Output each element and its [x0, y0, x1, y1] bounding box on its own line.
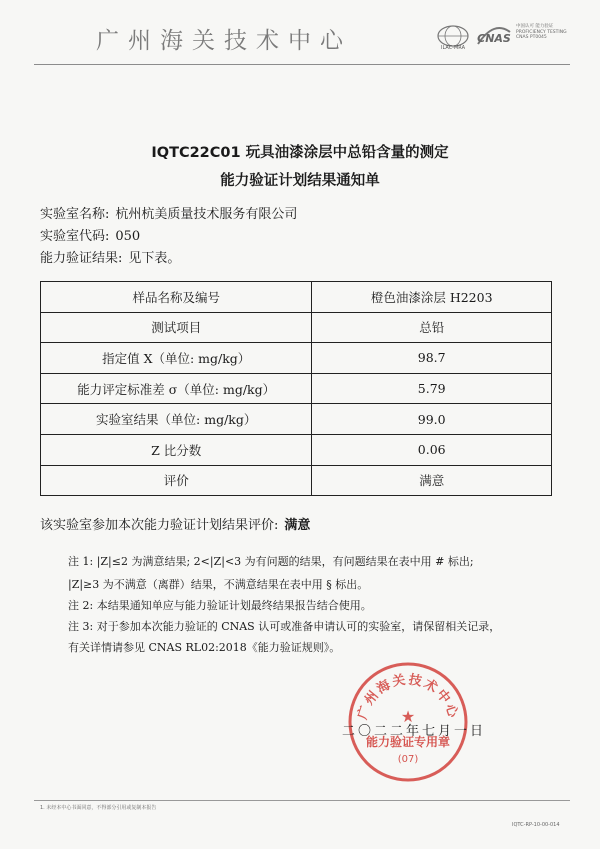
table-row	[41, 312, 552, 343]
row-label: 指定值 X（单位: mg/kg）	[41, 343, 312, 374]
pt-result-label: 能力验证结果:	[40, 251, 123, 266]
overall-evaluation-label: 该实验室参加本次能力验证计划结果评价:	[40, 518, 279, 533]
svg-text:广州海关技术中心: 广州海关技术中心	[355, 672, 461, 722]
footer-divider	[34, 800, 570, 801]
doc-title-line1: IQTC22C01 玩具油漆涂层中总铅含量的测定	[151, 145, 449, 161]
row-label: 评价	[41, 465, 312, 496]
overall-evaluation	[40, 514, 310, 533]
cnas-logo	[474, 22, 514, 50]
row-label: Z 比分数	[41, 434, 312, 465]
note-3b: 有关详情请参见 CNAS RL02:2018《能力验证规则》。	[68, 641, 341, 654]
row-value: 0.06	[312, 434, 552, 465]
note-1a: 注 1: |Z|≤2 为满意结果; 2<|Z|<3 为有问题的结果，有问题结果在表中用 # 标出;	[68, 555, 474, 568]
row-label: 实验室结果（单位: mg/kg）	[41, 404, 312, 435]
pt-result-value: 见下表。	[128, 251, 181, 266]
lab-code-row	[40, 225, 140, 244]
header-divider	[34, 64, 570, 65]
lab-name-row	[40, 203, 297, 222]
note-2: 注 2: 本结果通知单应与能力验证计划最终结果报告结合使用。	[68, 599, 372, 612]
table-row	[41, 465, 552, 496]
ilac-mra-logo	[436, 24, 470, 50]
row-value: 总铅	[312, 312, 552, 343]
row-value: 98.7	[312, 343, 552, 374]
issue-date: 二〇二二年七月一日	[342, 724, 487, 739]
footer-note: 1. 未经本中心书面同意，不得部分引用或复制本报告	[40, 805, 157, 811]
org-name: 广州海关技术中心	[96, 28, 352, 54]
lab-name-label: 实验室名称:	[40, 207, 110, 222]
lab-code-value: 050	[115, 229, 141, 244]
table-row	[41, 343, 552, 374]
svg-text:ILAC-MRA: ILAC-MRA	[440, 45, 466, 50]
table-row	[41, 404, 552, 435]
note-1b: |Z|≥3 为不满意（离群）结果，不满意结果在表中用 § 标出。	[68, 578, 369, 591]
form-code: IQTC-RP-10-00-014	[512, 822, 560, 828]
table-row	[41, 434, 552, 465]
doc-title-line2: 能力验证计划结果通知单	[220, 173, 380, 189]
row-value: 5.79	[312, 373, 552, 404]
results-table	[40, 281, 552, 496]
pt-result-row	[40, 247, 180, 266]
svg-text:★: ★	[400, 707, 416, 726]
row-label: 样品名称及编号	[41, 282, 312, 313]
lab-name-value: 杭州杭美质量技术服务有限公司	[115, 207, 298, 222]
row-value: 满意	[312, 465, 552, 496]
pt-logo-text: 中国认可 能力验证 PROFICIENCY TESTING CNAS PT0045	[516, 24, 567, 40]
row-label: 能力评定标准差 σ（单位: mg/kg）	[41, 373, 312, 404]
row-value: 99.0	[312, 404, 552, 435]
overall-evaluation-value: 满意	[284, 518, 311, 533]
row-value: 橙色油漆涂层 H2203	[312, 282, 552, 313]
row-label: 测试项目	[41, 312, 312, 343]
svg-text:CNAS: CNAS	[477, 32, 511, 45]
table-row	[41, 282, 552, 313]
lab-code-label: 实验室代码:	[40, 229, 110, 244]
note-3a: 注 3: 对于参加本次能力验证的 CNAS 认可或准备申请认可的实验室，请保留相关记录，	[68, 620, 501, 633]
svg-text:能力验证专用章: 能力验证专用章	[365, 735, 451, 749]
svg-text:(07): (07)	[397, 754, 419, 765]
table-row	[41, 373, 552, 404]
